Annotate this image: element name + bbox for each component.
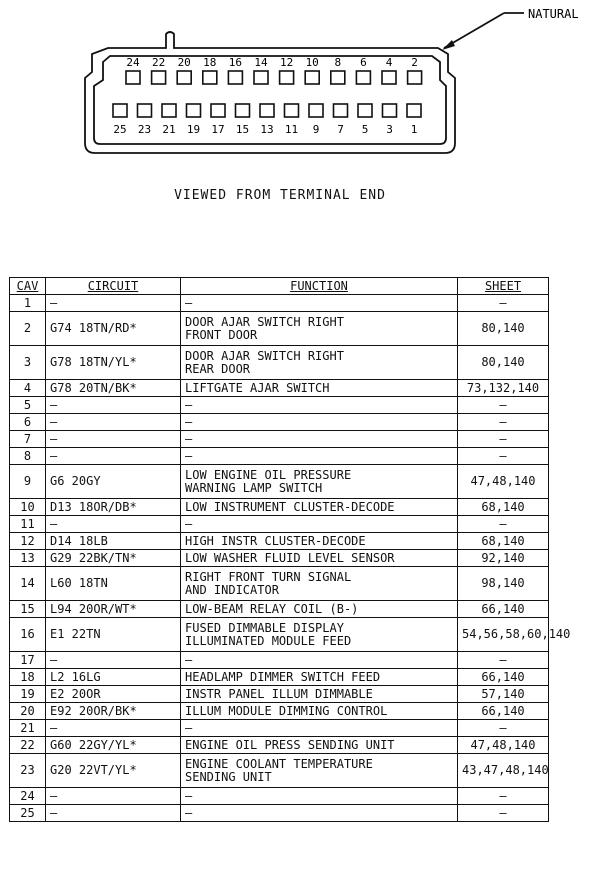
cav-cell: 20 (10, 703, 46, 720)
circuit-cell: E1 22TN (46, 618, 181, 652)
function-cell (181, 312, 458, 346)
function-line: LOW ENGINE OIL PRESSURE (185, 467, 352, 482)
terminal-number: 8 (334, 56, 342, 69)
terminal-number: 13 (260, 123, 274, 136)
function-cell (181, 516, 458, 533)
header-sheet: SHEET (458, 278, 549, 295)
function-cell (181, 805, 458, 822)
function-cell (181, 346, 458, 380)
circuit-cell: — (46, 431, 181, 448)
function-line: — (185, 414, 193, 429)
circuit-cell: — (46, 295, 181, 312)
function-cell (181, 448, 458, 465)
terminal-number: 5 (361, 123, 369, 136)
circuit-cell: L60 18TN (46, 567, 181, 601)
function-line: ILLUMINATED MODULE FEED (185, 633, 352, 648)
leader-arrow (442, 40, 455, 50)
function-cell (181, 533, 458, 550)
function-line: — (185, 788, 193, 803)
table-row (10, 499, 549, 516)
terminal-slot (383, 104, 397, 117)
function-line: — (185, 295, 193, 310)
sheet-cell: 73,132,140 (458, 380, 549, 397)
table-row (10, 295, 549, 312)
sheet-cell: 66,140 (458, 703, 549, 720)
circuit-cell: L2 16LG (46, 669, 181, 686)
terminal-number: 18 (203, 56, 217, 69)
terminal-number: 4 (385, 56, 393, 69)
circuit-cell: L94 20OR/WT* (46, 601, 181, 618)
function-cell (181, 669, 458, 686)
table-row (10, 720, 549, 737)
circuit-cell: G78 20TN/BK* (46, 380, 181, 397)
circuit-cell: — (46, 652, 181, 669)
cav-cell: 6 (10, 414, 46, 431)
sheet-cell: 57,140 (458, 686, 549, 703)
terminal-number: 9 (312, 123, 320, 136)
function-cell (181, 499, 458, 516)
function-cell (181, 380, 458, 397)
table-row (10, 465, 549, 499)
cav-cell: 5 (10, 397, 46, 414)
sheet-cell: — (458, 431, 549, 448)
sheet-cell: — (458, 788, 549, 805)
terminal-slot (356, 71, 370, 84)
function-line: LIFTGATE AJAR SWITCH (185, 380, 330, 395)
terminal-slot (280, 71, 294, 84)
cav-cell: 24 (10, 788, 46, 805)
function-line: — (185, 805, 193, 820)
terminal-number: 11 (284, 123, 299, 136)
function-line: ENGINE COOLANT TEMPERATURE (185, 756, 373, 771)
circuit-cell: G74 18TN/RD* (46, 312, 181, 346)
table-row (10, 788, 549, 805)
circuit-cell: G60 22GY/YL* (46, 737, 181, 754)
function-line: ENGINE OIL PRESS SENDING UNIT (185, 737, 395, 752)
terminal-slot (407, 104, 421, 117)
terminal-slot (203, 71, 217, 84)
sheet-cell: — (458, 397, 549, 414)
sheet-cell: — (458, 448, 549, 465)
function-cell (181, 788, 458, 805)
table-row (10, 618, 549, 652)
terminal-slot (254, 71, 268, 84)
circuit-cell: D14 18LB (46, 533, 181, 550)
sheet-cell: 92,140 (458, 550, 549, 567)
function-line: FUSED DIMMABLE DISPLAY (185, 620, 344, 635)
terminal-number: 21 (162, 123, 176, 136)
terminal-slot (305, 71, 319, 84)
cav-cell: 19 (10, 686, 46, 703)
terminal-number: 23 (137, 123, 152, 136)
function-cell (181, 550, 458, 567)
function-line: — (185, 448, 193, 463)
sheet-cell: 98,140 (458, 567, 549, 601)
sheet-cell: 43,47,48,140 (458, 754, 549, 788)
table-row (10, 533, 549, 550)
cav-cell: 3 (10, 346, 46, 380)
terminal-number: 22 (151, 56, 166, 69)
circuit-cell: — (46, 414, 181, 431)
function-cell (181, 567, 458, 601)
function-line: LOW WASHER FLUID LEVEL SENSOR (185, 550, 395, 565)
circuit-cell: G29 22BK/TN* (46, 550, 181, 567)
function-line: RIGHT FRONT TURN SIGNAL (185, 569, 352, 584)
terminal-slot (152, 71, 166, 84)
table-row (10, 312, 549, 346)
sheet-cell: — (458, 414, 549, 431)
terminal-slot (408, 71, 422, 84)
cav-cell: 16 (10, 618, 46, 652)
circuit-cell: E92 20OR/BK* (46, 703, 181, 720)
sheet-cell: — (458, 805, 549, 822)
terminal-number: 25 (113, 123, 127, 136)
terminal-number: 12 (279, 56, 294, 69)
table-row (10, 431, 549, 448)
header-cav: CAV (10, 278, 46, 295)
circuit-cell: E2 20OR (46, 686, 181, 703)
function-cell (181, 686, 458, 703)
sheet-cell: 80,140 (458, 312, 549, 346)
function-cell (181, 397, 458, 414)
cav-cell: 25 (10, 805, 46, 822)
terminal-number: 16 (228, 56, 243, 69)
table-row (10, 380, 549, 397)
terminal-number: 24 (126, 56, 140, 69)
circuit-cell: G78 18TN/YL* (46, 346, 181, 380)
terminal-number: 2 (411, 56, 418, 69)
table-row (10, 346, 549, 380)
table-row (10, 805, 549, 822)
function-line: LOW INSTRUMENT CLUSTER-DECODE (185, 499, 395, 514)
terminal-number: 20 (177, 56, 191, 69)
sheet-cell: — (458, 516, 549, 533)
terminal-slot (236, 104, 250, 117)
function-line: LOW-BEAM RELAY COIL (B-) (185, 601, 359, 616)
natural-label: NATURAL (528, 7, 579, 21)
function-line: REAR DOOR (185, 361, 251, 376)
table-row (10, 550, 549, 567)
function-line: — (185, 720, 193, 735)
function-cell (181, 465, 458, 499)
function-cell (181, 652, 458, 669)
cav-cell: 13 (10, 550, 46, 567)
sheet-cell: — (458, 295, 549, 312)
sheet-cell: 47,48,140 (458, 737, 549, 754)
cav-cell: 15 (10, 601, 46, 618)
circuit-cell: — (46, 397, 181, 414)
function-line: SENDING UNIT (185, 769, 272, 784)
sheet-cell: 47,48,140 (458, 465, 549, 499)
table-row (10, 414, 549, 431)
function-cell (181, 414, 458, 431)
terminal-slot (358, 104, 372, 117)
cav-cell: 22 (10, 737, 46, 754)
table-row (10, 652, 549, 669)
connector-diagram (0, 0, 608, 180)
function-line: — (185, 652, 193, 667)
function-line: WARNING LAMP SWITCH (185, 480, 323, 495)
cavity-table (9, 277, 571, 822)
terminal-slot (334, 104, 348, 117)
terminal-slot (187, 104, 201, 117)
table-row (10, 601, 549, 618)
sheet-cell: 66,140 (458, 601, 549, 618)
circuit-cell: G6 20GY (46, 465, 181, 499)
function-line: HIGH INSTR CLUSTER-DECODE (185, 533, 366, 548)
circuit-cell: D13 18OR/DB* (46, 499, 181, 516)
cav-cell: 12 (10, 533, 46, 550)
terminal-number: 7 (337, 123, 344, 136)
circuit-cell: G20 22VT/YL* (46, 754, 181, 788)
cav-cell: 4 (10, 380, 46, 397)
function-cell (181, 601, 458, 618)
terminal-slot (285, 104, 299, 117)
cav-cell: 21 (10, 720, 46, 737)
function-line: — (185, 516, 193, 531)
terminal-slot (260, 104, 274, 117)
terminal-number: 15 (235, 123, 250, 136)
table-row (10, 737, 549, 754)
terminal-number: 19 (186, 123, 201, 136)
terminal-number: 10 (305, 56, 319, 69)
cav-cell: 2 (10, 312, 46, 346)
sheet-cell: 68,140 (458, 499, 549, 516)
header-circuit: CIRCUIT (46, 278, 181, 295)
function-cell (181, 431, 458, 448)
terminal-number: 1 (410, 123, 418, 136)
sheet-cell: — (458, 720, 549, 737)
cav-cell: 11 (10, 516, 46, 533)
table-row (10, 448, 549, 465)
header-function: FUNCTION (181, 278, 458, 295)
table-row (10, 754, 549, 788)
table-row (10, 686, 549, 703)
terminal-slot (126, 71, 140, 84)
function-line: HEADLAMP DIMMER SWITCH FEED (185, 669, 381, 684)
terminal-slot (113, 104, 127, 117)
terminal-number: 6 (360, 56, 367, 69)
cav-cell: 18 (10, 669, 46, 686)
function-line: — (185, 397, 193, 412)
sheet-cell: 54,56,58,60,140 (458, 618, 549, 652)
terminal-slot (309, 104, 323, 117)
function-cell (181, 754, 458, 788)
function-cell (181, 720, 458, 737)
table-row (10, 567, 549, 601)
bottom-terminal-row (113, 104, 421, 136)
cav-cell: 7 (10, 431, 46, 448)
function-line: AND INDICATOR (185, 582, 279, 597)
terminal-slot (331, 71, 345, 84)
cav-cell: 10 (10, 499, 46, 516)
function-line: — (185, 431, 193, 446)
circuit-cell: — (46, 788, 181, 805)
table-row (10, 703, 549, 720)
terminal-slot (162, 104, 176, 117)
view-caption: VIEWED FROM TERMINAL END (174, 188, 386, 203)
table-row (10, 397, 549, 414)
function-line: DOOR AJAR SWITCH RIGHT (185, 348, 344, 363)
function-cell (181, 703, 458, 720)
terminal-slot (382, 71, 396, 84)
terminal-slot (177, 71, 191, 84)
function-line: FRONT DOOR (185, 327, 258, 342)
terminal-number: 17 (211, 123, 225, 136)
function-line: DOOR AJAR SWITCH RIGHT (185, 314, 344, 329)
circuit-cell: — (46, 516, 181, 533)
table-header (10, 278, 549, 295)
function-cell (181, 295, 458, 312)
cav-cell: 17 (10, 652, 46, 669)
sheet-cell: 80,140 (458, 346, 549, 380)
table-row (10, 516, 549, 533)
terminal-slot (138, 104, 152, 117)
terminal-number: 3 (386, 123, 393, 136)
sheet-cell: — (458, 652, 549, 669)
function-cell (181, 618, 458, 652)
circuit-cell: — (46, 720, 181, 737)
sheet-cell: 66,140 (458, 669, 549, 686)
cav-cell: 14 (10, 567, 46, 601)
table-row (10, 669, 549, 686)
terminal-slot (211, 104, 225, 117)
terminal-number: 14 (254, 56, 268, 69)
cav-cell: 9 (10, 465, 46, 499)
circuit-cell: — (46, 805, 181, 822)
function-cell (181, 737, 458, 754)
circuit-cell: — (46, 448, 181, 465)
cav-cell: 8 (10, 448, 46, 465)
function-line: ILLUM MODULE DIMMING CONTROL (185, 703, 388, 718)
cav-cell: 23 (10, 754, 46, 788)
function-line: INSTR PANEL ILLUM DIMMABLE (185, 686, 373, 701)
top-terminal-row (126, 56, 422, 84)
terminal-slot (228, 71, 242, 84)
cav-cell: 1 (10, 295, 46, 312)
sheet-cell: 68,140 (458, 533, 549, 550)
